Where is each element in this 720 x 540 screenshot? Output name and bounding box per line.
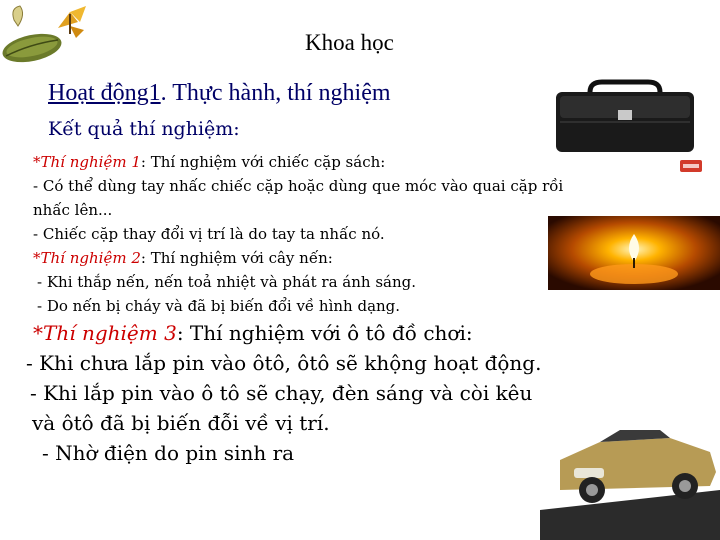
candle-image [548, 216, 720, 290]
activity-heading [48, 80, 391, 107]
experiment2-heading [33, 246, 333, 270]
experiment1-line: - Chiếc cặp thay đổi vị trí là do tay ta nhấc nó. [33, 225, 385, 243]
experiment1-desc: : Thí nghiệm với chiếc cặp sách: [140, 153, 386, 171]
experiment2-title: *Thí nghiệm 2 [33, 249, 141, 267]
experiment1-heading [33, 150, 385, 174]
activity-number: Hoạt động1 [48, 80, 161, 106]
experiment2-desc: : Thí nghiệm với cây nến: [140, 249, 333, 267]
experiment3-line: và ôtô đã bị biến đỗi về vị trí. [32, 411, 330, 435]
experiment1-title: *Thí nghiệm 1 [33, 153, 141, 171]
experiment3-line: - Khi chưa lắp pin vào ôtô, ôtô sẽ khộng hoạt động. [26, 351, 542, 375]
experiment3-desc: : Thí nghiệm với ô tô đồ chơi: [176, 321, 473, 345]
activity-title: . Thực hành, thí nghiệm [160, 80, 391, 106]
experiment1-line: nhấc lên... [33, 201, 113, 219]
experiment2-line: - Do nến bị cháy và đã bị biến đổi về hình dạng. [37, 297, 401, 315]
experiment2-line: - Khi thắp nến, nến toả nhiệt và phát ra ánh sáng. [37, 273, 417, 291]
experiment1-line: - Có thể dùng tay nhấc chiếc cặp hoặc dùng que móc vào quai cặp rồi [33, 177, 564, 195]
experiment3-heading [33, 318, 473, 349]
experiment3-line: - Khi lắp pin vào ô tô sẽ chạy, đèn sáng và còi kêu [30, 381, 533, 405]
experiment3-title: *Thí nghiệm 3 [33, 321, 177, 345]
badge-image [680, 160, 702, 172]
subject-title: Khoa học [305, 30, 394, 55]
leaf-butterfly-icon [0, 0, 96, 70]
toy-car-image [540, 390, 720, 540]
results-label: Kết quả thí nghiệm: [48, 118, 240, 140]
experiment3-line: - Nhờ điện do pin sinh ra [42, 441, 295, 465]
briefcase-image [550, 78, 700, 156]
